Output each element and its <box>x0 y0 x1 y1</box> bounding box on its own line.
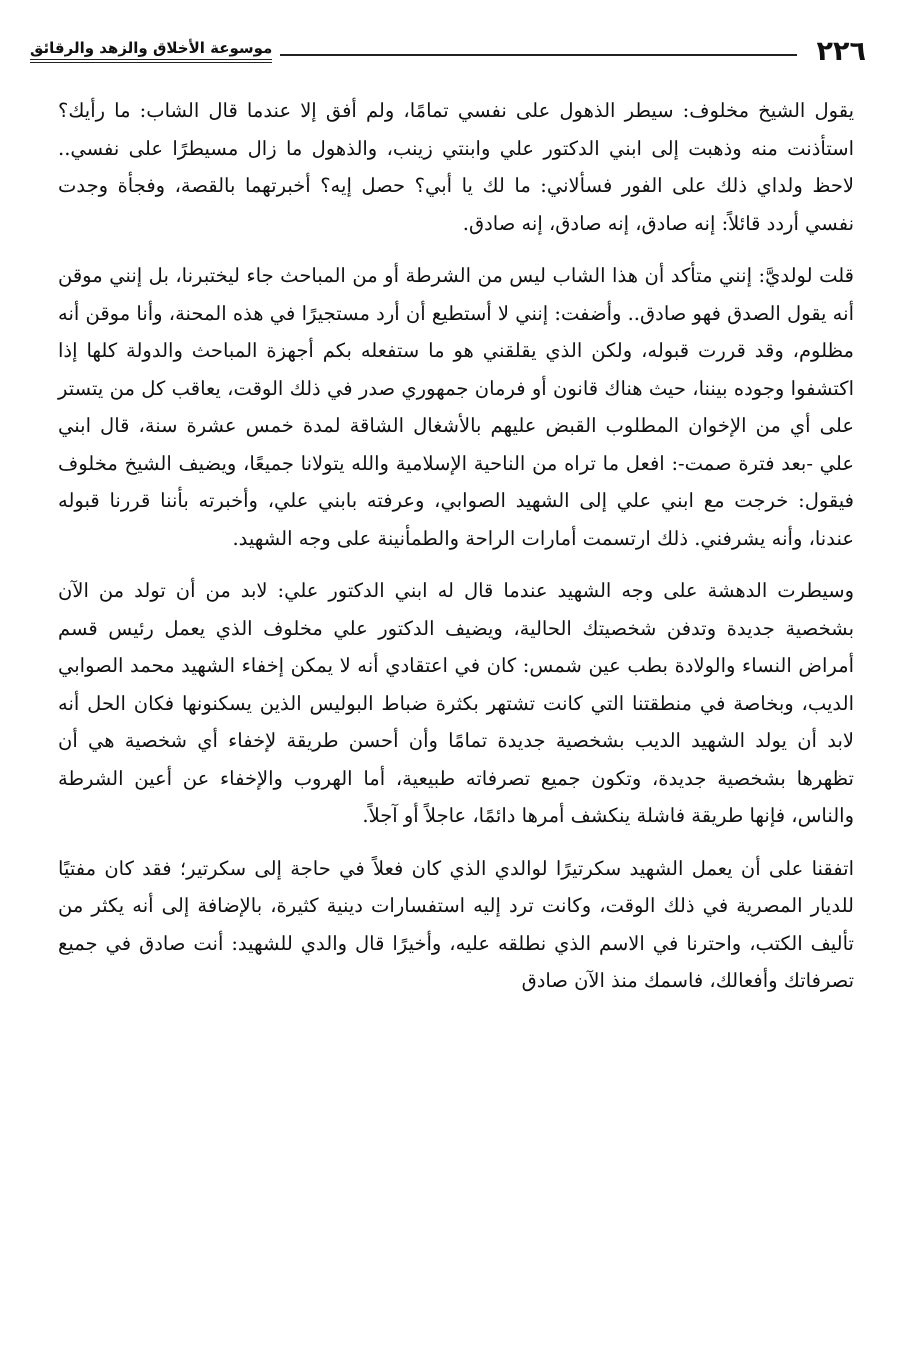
page-header <box>30 34 866 68</box>
body-text <box>58 92 854 1015</box>
paragraph: يقول الشيخ مخلوف: سيطر الذهول على نفسي تمامًا، ولم أفق إلا عندما قال الشاب: ما رأيك؟ استأذنت منه وذهبت إلى ابني الدكتور علي وابنتي زينب، والذهول ما زال مسيطرًا على نفسي.. لاحظ ولداي ذلك على الفور فسألاني: ما لك يا أبي؟ حصل إيه؟ أخبرتهما بالقصة، وفجأة وجدت نفسي أردد قائلاً: إنه صادق، إنه صادق، إنه صادق. <box>58 99 854 235</box>
paragraph: وسيطرت الدهشة على وجه الشهيد عندما قال له ابني الدكتور علي: لابد من أن تولد من الآن بشخصية جديدة وتدفن شخصيتك الحالية، ويضيف الدكتور علي مخلوف الذي يعمل رئيس قسم أمراض النساء والولادة بطب عين شمس: كان في اعتقادي أنه لا يمكن إخفاء الشهيد محمد الصوابي الديب، وبخاصة في منطقتنا التي كانت تشتهر بكثرة ضباط البوليس الذين يسكنونها فكان الحل أنه لابد أن يولد الشهيد الديب بشخصية جديدة تمامًا وأن أحسن طريقة لإخفاء أي شخصية هي أن تظهرها بشخصية جديدة، وتكون جميع تصرفاته طبيعية، أما الهروب والإخفاء عن أعين الشرطة والناس، فإنها طريقة فاشلة ينكشف أمرها دائمًا، عاجلاً أو آجلاً. <box>58 579 854 827</box>
page-number: ٢٢٦ <box>816 35 866 67</box>
paragraph: قلت لولديَّ: إنني متأكد أن هذا الشاب ليس من الشرطة أو من المباحث جاء ليختبرنا، بل إنني موقن أنه يقول الصدق فهو صادق.. وأضفت: إنني لا أستطيع أن أرد مستجيرًا في هذه المحنة، وأنا موقن أنه مظلوم، وقد قررت قبوله، ولكن الذي يقلقني هو ما ستفعله بكم أجهزة المباحث والدولة كلها إذا اكتشفوا وجوده بيننا، حيث هناك قانون أو فرمان جمهوري صدر في ذلك الوقت، يعاقب كل من يتستر على أي من الإخوان المطلوب القبض عليهم بالأشغال الشاقة لمدة خمس عشرة سنة، قال ابني علي -بعد فترة صمت-: افعل ما تراه من الناحية الإسلامية والله يتولانا جميعًا، ويضيف الشيخ مخلوف فيقول: خرجت مع ابني علي إلى الشهيد الصوابي، وعرفته بابني علي، وأخبرته بأننا قررنا قبوله عندنا، وأنه يشرفني. ذلك ارتسمت أمارات الراحة والطمأنينة على وجه الشهيد. <box>58 264 854 550</box>
header-rule <box>280 54 796 56</box>
running-title: موسوعة الأخلاق والزهد والرقائق <box>30 39 272 63</box>
paragraph: اتفقنا على أن يعمل الشهيد سكرتيرًا لوالدي الذي كان فعلاً في حاجة إلى سكرتير؛ فقد كان مفتيًا للديار المصرية في ذلك الوقت، وكانت ترد إليه استفسارات دينية كثيرة، بالإضافة إلى أنه يكثر من تأليف الكتب، واحترنا في الاسم الذي نطلقه عليه، وأخيرًا قال والدي للشهيد: أنت صادق في جميع تصرفاتك وأفعالك، فاسمك منذ الآن صادق <box>58 856 854 992</box>
